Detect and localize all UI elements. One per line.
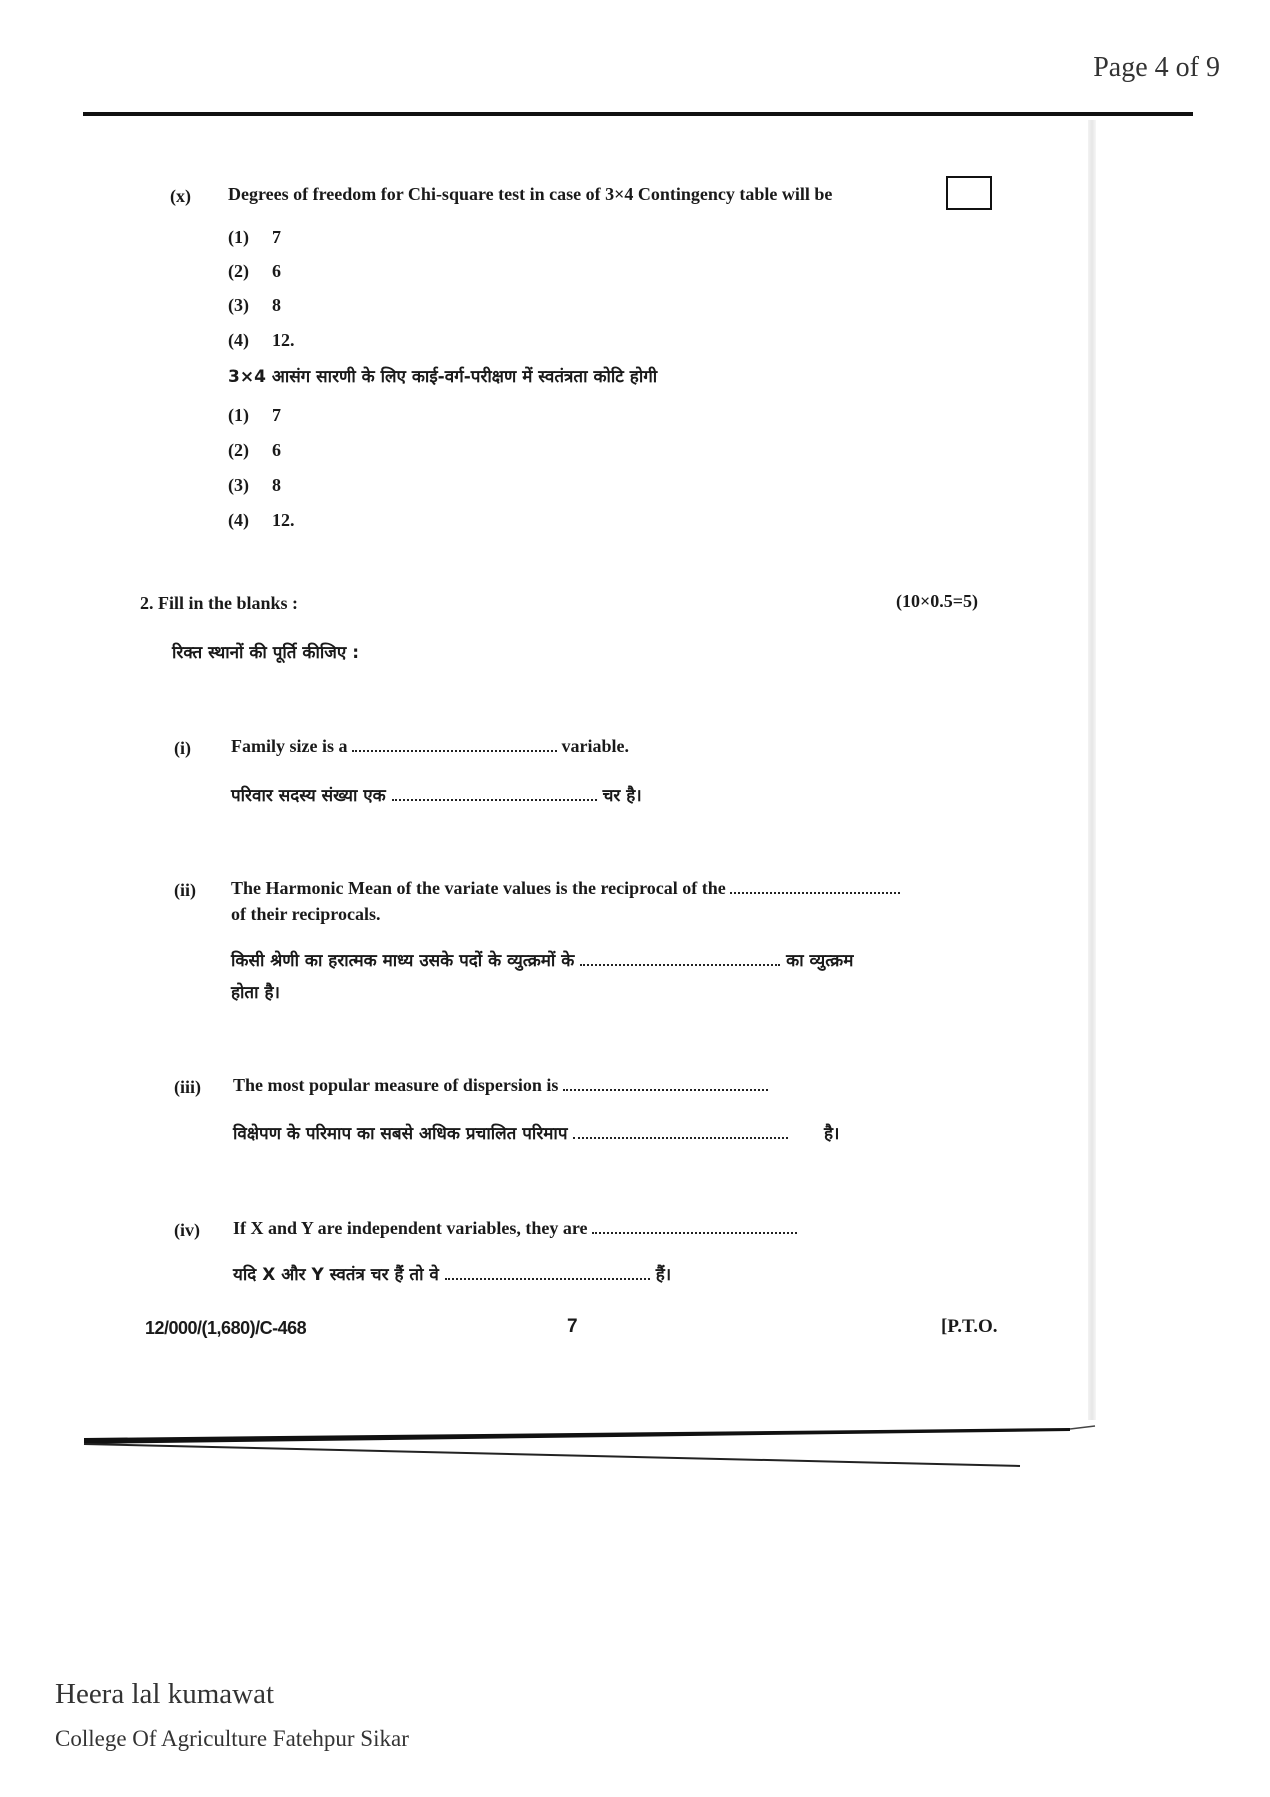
q2-heading: 2. Fill in the blanks : (140, 593, 299, 613)
option-3: (3) 8 (228, 295, 281, 315)
item-iv-number: (iv) (174, 1220, 200, 1240)
item-iii-english: The most popular measure of dispersion is (233, 1075, 768, 1096)
exam-code: 12/000/(1,680)/C-468 (145, 1318, 307, 1338)
item-i-number: (i) (174, 738, 191, 758)
hindi-option-2: (2) 6 (228, 440, 281, 460)
hindi-option-4: (4) 12. (228, 510, 295, 530)
q2-marks: (10×0.5=5) (896, 591, 979, 611)
item-ii-number: (ii) (174, 880, 196, 900)
question-x-number: (x) (170, 186, 191, 206)
item-i-hindi: परिवार सदस्य संख्या एक चर है। (231, 786, 642, 806)
item-ii-hindi-line2: होता है। (231, 983, 280, 1003)
page-number: Page 4 of 9 (1093, 52, 1220, 83)
item-iv-english: If X and Y are independent variables, they are (233, 1218, 797, 1239)
item-ii-english: The Harmonic Mean of the variate values is the reciprocal of the (231, 878, 900, 899)
item-ii-english-line2: of their reciprocals. (231, 904, 381, 924)
hindi-option-3: (3) 8 (228, 475, 281, 495)
question-x-hindi-text: 3×4 आसंग सारणी के लिए काई-वर्ग-परीक्षण में स्वतंत्रता कोटि होगी (228, 367, 658, 387)
option-1: (1) 7 (228, 227, 281, 247)
answer-box[interactable] (946, 176, 992, 210)
college-name: College Of Agriculture Fatehpur Sikar (55, 1726, 409, 1751)
item-iii-hindi: विक्षेपण के परिमाप का सबसे अधिक प्रचालित परिमाप है। (233, 1124, 840, 1144)
item-iv-hindi: यदि X और Y स्वतंत्र चर हैं तो वे हैं। (233, 1265, 672, 1285)
author-name: Heera lal kumawat (55, 1678, 275, 1710)
scan-edge-shadow (1088, 120, 1096, 1420)
option-2: (2) 6 (228, 261, 281, 281)
top-divider (83, 112, 1193, 116)
item-ii-hindi: किसी श्रेणी का हरात्मक माध्य उसके पदों के व्युत्क्रमों के का व्युत्क्रम (231, 951, 854, 971)
exam-page-number: 7 (567, 1316, 578, 1337)
hindi-option-1: (1) 7 (228, 405, 281, 425)
pto-label: [P.T.O. (941, 1316, 998, 1337)
item-iii-number: (iii) (174, 1077, 201, 1097)
bottom-divider-lines (80, 1410, 1100, 1470)
question-x-text: Degrees of freedom for Chi-square test in case of 3×4 Contingency table will be (228, 184, 833, 204)
item-i-english: Family size is a variable. (231, 736, 629, 756)
option-4: (4) 12. (228, 330, 295, 350)
q2-hindi-heading: रिक्त स्थानों की पूर्ति कीजिए : (172, 643, 360, 663)
